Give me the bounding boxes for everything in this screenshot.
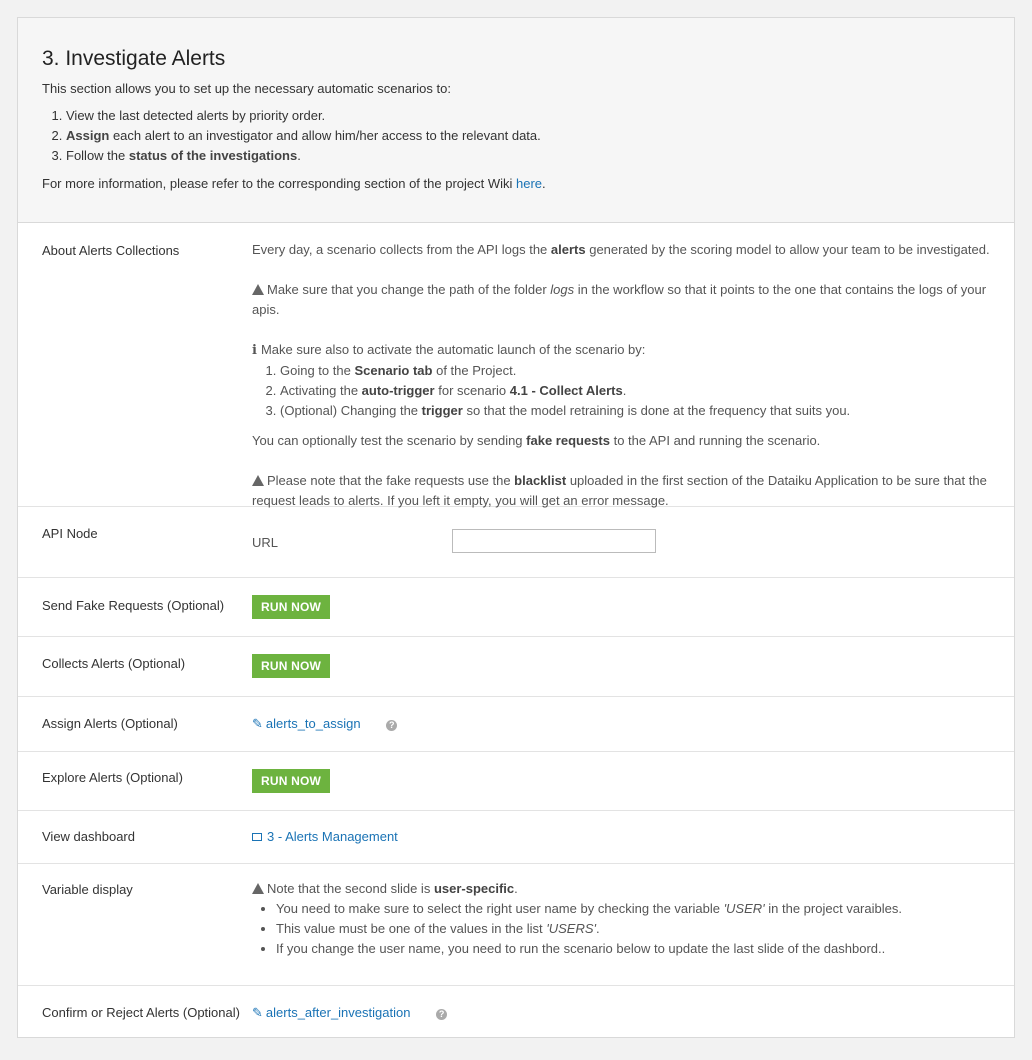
section-header (18, 18, 1014, 223)
wiki-link[interactable]: here (516, 176, 543, 191)
warning-icon (252, 883, 264, 894)
row-explore (18, 752, 1014, 811)
variable-notes: • You need to make sure to select the right user name by checking the variable 'USER' in the project varaibles. • This value must be one of the values in the list 'USERS'. • If you change the user name, you need to run the scenario below to update the last slide of the dashbord.. (252, 899, 994, 959)
row-confirm (18, 986, 1014, 1037)
run-now-button[interactable]: RUN NOW (252, 769, 330, 793)
confirm-alerts-link[interactable]: alerts_after_investigation (265, 1005, 411, 1020)
page-title: 3. Investigate Alerts (42, 47, 226, 70)
warning-icon (252, 284, 264, 295)
pencil-icon: ✎ (252, 1005, 263, 1020)
row-dashboard (18, 811, 1014, 864)
dashboard-icon (252, 833, 262, 841)
run-now-button[interactable]: RUN NOW (252, 595, 330, 619)
url-label: URL (252, 535, 279, 550)
activation-steps: 1. Going to the Scenario tab of the Project. 2. Activating the auto-trigger for scenario 4.1 - Collect Alerts. 3. (Optional) Changing the trigger so that the model retraining is done at the frequency that suits you. (252, 361, 994, 421)
row-label: Variable display (42, 882, 133, 897)
row-variable-display: Variable display Note that the second slide is user-specific. • You need to make sure to select the right user name by checking the variable 'USER' in the project varaibles. • This value must be one of the values in the list 'USERS'. • If you change the user name, you need to run the scenario below to update the last slide of the dashbord.. (18, 864, 1014, 986)
row-label: View dashboard (42, 829, 135, 844)
row-label: API Node (42, 526, 98, 541)
pencil-icon: ✎ (252, 716, 263, 731)
dashboard-link[interactable]: 3 - Alerts Management (267, 829, 398, 844)
row-label: Collects Alerts (Optional) (42, 656, 186, 671)
step-item: 1. View the last detected alerts by priority order. (66, 106, 990, 126)
more-info-text: For more information, please refer to the corresponding section of the project Wiki here. (42, 176, 546, 191)
run-now-button[interactable]: RUN NOW (252, 654, 330, 678)
row-label: Assign Alerts (Optional) (42, 716, 178, 731)
steps-list (42, 106, 990, 166)
row-label: Send Fake Requests (Optional) (42, 598, 225, 613)
row-about (18, 223, 1014, 507)
warning-icon (252, 475, 264, 486)
step-item: 3. Follow the status of the investigations. (66, 146, 990, 166)
info-icon: i (252, 343, 257, 358)
intro-text: This section allows you to set up the necessary automatic scenarios to: (42, 81, 451, 96)
about-content: Every day, a scenario collects from the API logs the alerts generated by the scoring model to allow your team to be investigated. Make sure that you change the path of the folder logs in the workflow so that it points to the one that contains the logs of your apis. i Make sure also to activate the automatic launch of the scenario by: 1. Going to the Scenario tab of the Project. 2. Activating the auto-trigger for scenario 4.1 - Collect Alerts. 3. (Optional) Changing the trigger so that the model retraining is done at the frequency that suits you. You can optionally test the scenario by sending fake requests to the API and running the scenario. Please note that the fake requests use the blacklist uploaded in the first section of the Dataiku Application to be sure that the request leads to alerts. If you left it empty, you will get an error message. (252, 240, 994, 511)
row-label: About Alerts Collections (42, 243, 180, 258)
assign-alerts-link[interactable]: alerts_to_assign (265, 716, 361, 731)
step-item: 2. Assign each alert to an investigator and allow him/her access to the relevant data. (66, 126, 990, 146)
row-collects (18, 637, 1014, 697)
help-icon[interactable]: ? (386, 720, 397, 731)
row-label: Explore Alerts (Optional) (42, 770, 183, 785)
app-panel (17, 17, 1015, 1038)
row-label: Confirm or Reject Alerts (Optional) (42, 1005, 240, 1020)
row-api-node (18, 507, 1014, 578)
url-input[interactable] (452, 529, 656, 553)
help-icon[interactable]: ? (436, 1009, 447, 1020)
row-assign (18, 697, 1014, 752)
row-send-fake (18, 578, 1014, 637)
